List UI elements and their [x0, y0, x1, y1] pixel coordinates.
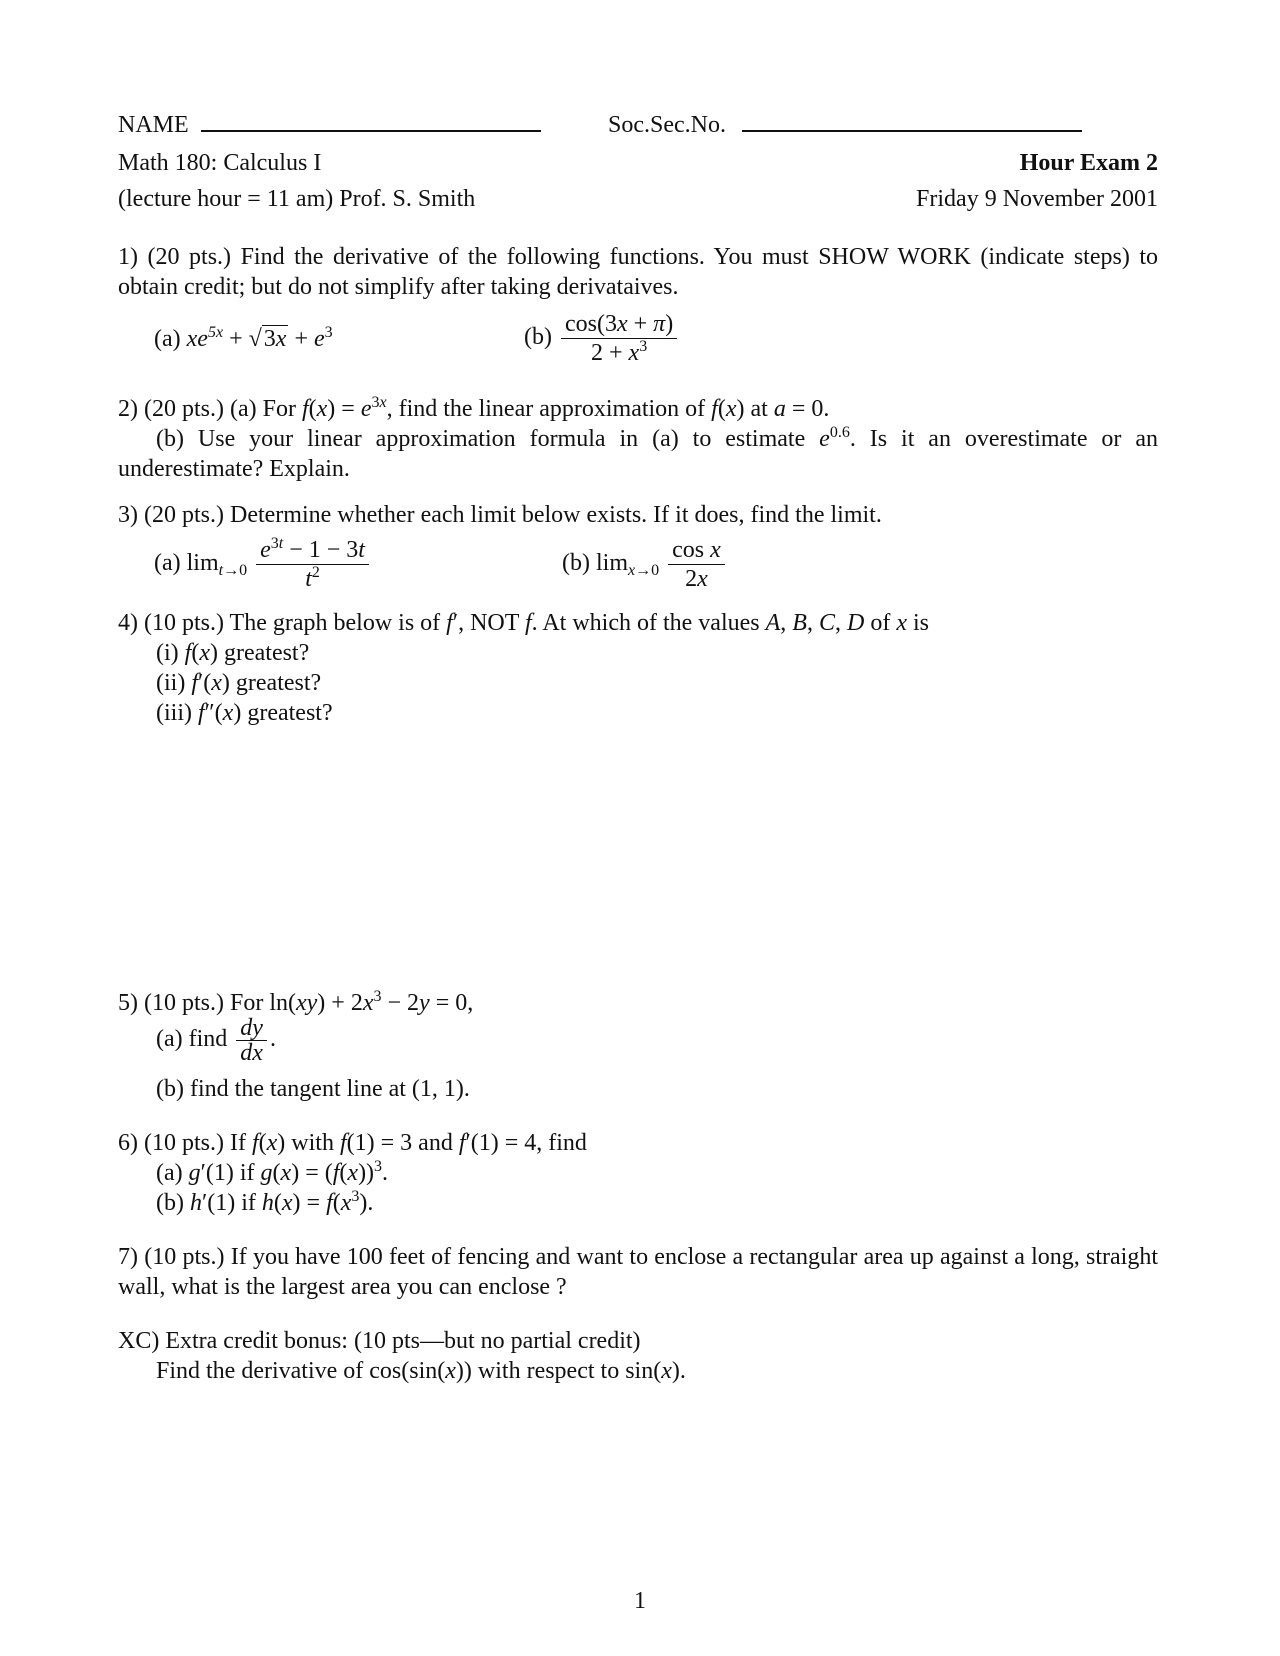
q4-item-1-label: (i) — [156, 640, 179, 666]
q5-part-a: (a) find $\frac{dy}{dx}$ . — [156, 1015, 276, 1066]
question-3 — [118, 500, 1158, 530]
q1-part-b-label: (b) — [524, 324, 552, 351]
q2-part-b-rest: . Is it an overestimate or an underestimate? Explain. — [118, 426, 1159, 482]
q3a-fraction: $\frac{e^{3t} - 1 - 3t}{t^2}$ — [256, 536, 369, 593]
q2-part-a-label: (a) — [229, 396, 257, 422]
ssn-label: Soc.Sec.No. — [608, 112, 726, 138]
page-number: 1 — [634, 1588, 646, 1614]
q1-label: 1) (20 pts.) — [118, 244, 232, 270]
q3b-fraction: $\frac{\text{cos x}}{2x}$ — [668, 536, 725, 593]
q4-label: 4) (10 pts.) — [118, 610, 224, 636]
q1b-fraction: $\frac{\cos(3x + \pi)}{2 + x^3}$ — [561, 310, 677, 367]
question-5: 5) (10 pts.) For $\ln(xy) + 2x^3 - 2y = 0$, — [118, 988, 474, 1016]
q4-item-2: (ii) f′(x) greatest? — [156, 670, 322, 696]
question-2: 2) (20 pts.) (a) For $f(x) = e^{3x}$, find the linear approximation of f(x) at a = 0. — [118, 394, 830, 422]
q3-part-b-label: (b) — [562, 550, 590, 577]
q2-part-b-text: Use your linear approximation formula in (a) to estimate — [197, 426, 806, 452]
q5a-fraction: $\frac{dy}{dx}$ — [236, 1016, 267, 1065]
q4-item-1: (i) f(x) greatest? — [156, 640, 310, 666]
q6-part-b: (b) h′(1) if $h(x) = f(x^3)$. — [156, 1188, 374, 1216]
q6-part-b-label: (b) — [156, 1190, 184, 1216]
name-blank[interactable] — [201, 130, 541, 132]
q6-part-a: (a) g′(1) if $g(x) = (f(x))^3$. — [156, 1158, 389, 1186]
q2-part-b: (b) Use your linear approximation formula in (a) to estimate $e^{0.6}$. Is it an overestimate or an underestimate? Explain. — [118, 424, 1159, 482]
q5-part-b-label: (b) find the tangent line at — [156, 1076, 406, 1102]
q3-part-b: (b) $\lim_{x\to 0}$ $\frac{\text{cos x}}{2x}$ — [562, 536, 728, 593]
ssn-blank[interactable] — [742, 130, 1082, 132]
q7-label: 7) (10 pts.) — [118, 1244, 225, 1270]
q6-part-a-label: (a) — [156, 1160, 183, 1186]
q1-part-a: (a) $xe^{5x} + √3x + e^3$ — [154, 324, 333, 352]
xc-label: XC) Extra credit bonus: (10 pts—but no partial credit) — [118, 1328, 641, 1354]
q4-item-2-label: (ii) — [156, 670, 186, 696]
q5-part-b: (b) find the tangent line at (1, 1). — [156, 1076, 470, 1102]
q7-text: If you have 100 feet of fencing and want to enclose a rectangular area up against a long, straight wall, what is the largest area you can enclose ? — [118, 1244, 1159, 1300]
q3-text: Determine whether each limit below exists. If it does, find the limit. — [229, 502, 882, 528]
q6-label: 6) (10 pts.) — [118, 1130, 224, 1156]
q3-label: 3) (20 pts.) — [118, 502, 224, 528]
q4-item-3-label: (iii) — [156, 700, 192, 726]
q5-part-a-label: (a) find — [156, 1026, 228, 1053]
course-title: Math 180: Calculus I — [118, 150, 322, 176]
q5-label: 5) (10 pts.) — [118, 990, 224, 1016]
q3-part-a-label: (a) — [154, 550, 181, 577]
question-1 — [118, 242, 1158, 302]
q2-label: 2) (20 pts.) — [118, 396, 224, 422]
q4-item-3: (iii) f″(x) greatest? — [156, 700, 333, 726]
question-6: 6) (10 pts.) If f(x) with f(1) = 3 and f′(1) = 4, find — [118, 1130, 587, 1156]
q1-part-b — [524, 310, 680, 367]
ssn-field — [608, 112, 1082, 139]
xc-text: Find the derivative of cos(sin(x)) with respect to sin(x). — [156, 1358, 686, 1384]
q3-part-a: (a) $\lim_{t\to 0}$ $\frac{e^{3t} - 1 - 3t}{t^2}$ — [154, 536, 372, 593]
exam-date: Friday 9 November 2001 — [916, 186, 1158, 212]
xc-text-label: Find the derivative of — [156, 1358, 364, 1384]
q1-part-a-label: (a) — [154, 326, 181, 352]
lecture-info: (lecture hour = 11 am) Prof. S. Smith — [118, 186, 476, 212]
name-field — [118, 112, 541, 139]
extra-credit — [118, 1326, 1158, 1356]
question-4: 4) (10 pts.) The graph below is of f′, NOT f. At which of the values A, B, C, D of x is — [118, 610, 929, 636]
exam-title: Hour Exam 2 — [1019, 150, 1158, 176]
name-label: NAME — [118, 112, 189, 138]
q1-text: Find the derivative of the following functions. You must SHOW WORK (indicate steps) to obtain credit; but do not simplify after taking derivataives. — [118, 244, 1159, 300]
question-7 — [118, 1242, 1158, 1302]
